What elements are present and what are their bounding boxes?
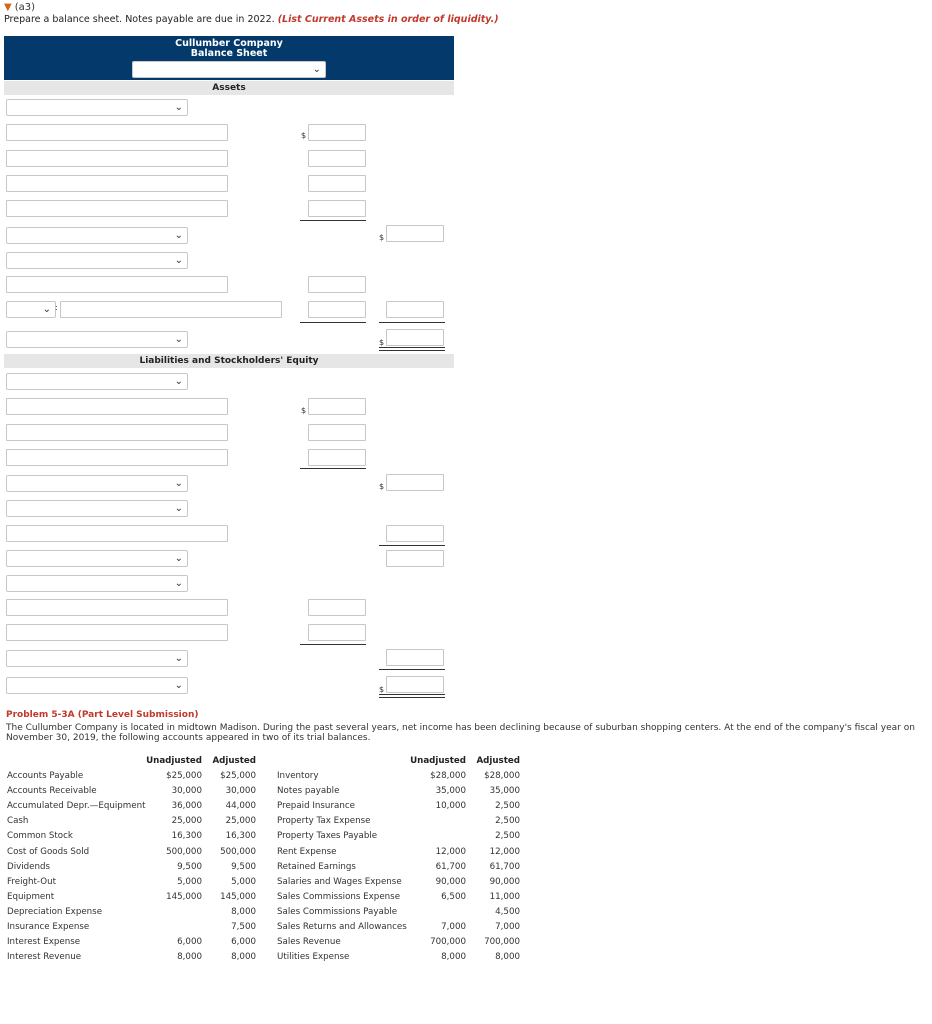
total-liab-equity-input[interactable]	[386, 676, 444, 693]
right-unadjusted-value: 61,700	[435, 862, 466, 872]
instruction-text: Prepare a balance sheet. Notes payable are due in 2022.	[4, 14, 275, 25]
right-account-name: Notes payable	[277, 786, 340, 796]
subtotal-rule	[300, 322, 366, 323]
left-adjusted-value: 16,300	[225, 831, 256, 841]
double-rule	[379, 347, 445, 351]
right-adjusted-value: 8,000	[495, 952, 520, 962]
right-account-name: Salaries and Wages Expense	[277, 877, 402, 887]
left-adjusted-value: 9,500	[231, 862, 256, 872]
left-account-name: Insurance Expense	[7, 922, 90, 932]
left-account-name: Interest Expense	[7, 937, 81, 947]
right-adjusted-value: 2,500	[495, 801, 520, 811]
right-unadjusted-value: 6,500	[441, 892, 466, 902]
assets-heading: Assets	[212, 83, 246, 93]
chevron-down-icon: ⌄	[312, 64, 321, 75]
right-unadjusted-value: 7,000	[441, 922, 466, 932]
double-rule	[379, 694, 445, 698]
left-unadjusted-value: 25,000	[171, 816, 202, 826]
left-unadjusted-value: $25,000	[166, 771, 202, 781]
balance-sheet-header	[4, 36, 454, 80]
asset-total-label-select-1[interactable]	[6, 227, 188, 244]
left-adjusted-value: 8,000	[231, 907, 256, 917]
left-account-name: Depreciation Expense	[7, 907, 103, 917]
asset-category-select-1[interactable]	[6, 99, 188, 116]
left-adjusted-value: 30,000	[225, 786, 256, 796]
left-account-name: Cash	[7, 816, 29, 826]
asset-amount-input-3[interactable]	[308, 175, 366, 192]
left-adjusted-value: 145,000	[220, 892, 256, 902]
equity-category-select[interactable]	[6, 575, 188, 592]
left-adjusted-value: $25,000	[220, 771, 256, 781]
asset-amount-input-2[interactable]	[308, 150, 366, 167]
total-current-liab-select[interactable]	[6, 475, 188, 492]
liabilities-band	[4, 354, 454, 368]
chevron-down-icon: ⌄	[174, 230, 183, 241]
chevron-down-icon: ⌄	[174, 102, 183, 113]
colon-separator: :	[55, 303, 58, 312]
left-account-name: Common Stock	[7, 831, 73, 841]
dollar-sign: $	[379, 685, 385, 694]
left-adjusted-value: 7,500	[231, 922, 256, 932]
right-unadjusted-value: 8,000	[441, 952, 466, 962]
right-account-name: Utilities Expense	[277, 952, 350, 962]
subtotal-rule	[300, 644, 366, 645]
asset-total-input-1[interactable]	[386, 225, 444, 242]
collapse-triangle-icon[interactable]: ▼	[4, 2, 12, 13]
subtotal-rule	[300, 220, 366, 221]
asset-category-select-2[interactable]	[6, 252, 188, 269]
left-unadjusted-value: 5,000	[177, 877, 202, 887]
right-account-name: Retained Earnings	[277, 862, 356, 872]
right-account-name: Sales Commissions Payable	[277, 907, 398, 917]
liab-amount-input-1[interactable]	[308, 398, 366, 415]
right-adjusted-value: 700,000	[484, 937, 520, 947]
total-liab-equity-select[interactable]	[6, 677, 188, 694]
right-unadjusted-value: $28,000	[430, 771, 466, 781]
asset-account-input-4[interactable]	[6, 200, 228, 217]
equity-account-input-1[interactable]	[6, 599, 228, 616]
right-adjusted-value: $28,000	[484, 771, 520, 781]
right-unadjusted-value: 12,000	[435, 847, 466, 857]
left-adjusted-value: 25,000	[225, 816, 256, 826]
right-adjusted-value: 2,500	[495, 831, 520, 841]
chevron-down-icon: ⌄	[174, 578, 183, 589]
right-adjusted-value: 11,000	[489, 892, 520, 902]
left-unadjusted-value: 145,000	[166, 892, 202, 902]
left-adjusted-value: 44,000	[225, 801, 256, 811]
asset-account-input-5[interactable]	[6, 276, 228, 293]
chevron-down-icon: ⌄	[174, 255, 183, 266]
total-liab-select[interactable]	[6, 550, 188, 567]
dollar-sign: $	[379, 233, 385, 242]
chevron-down-icon: ⌄	[174, 653, 183, 664]
subtotal-rule	[300, 468, 366, 469]
left-account-name: Accounts Receivable	[7, 786, 97, 796]
liab-account-input-2[interactable]	[6, 424, 228, 441]
problem-title: Problem 5-3A (Part Level Submission)	[6, 710, 199, 720]
liab-account-input-4[interactable]	[6, 525, 228, 542]
left-account-name: Interest Revenue	[7, 952, 82, 962]
left-account-name: Dividends	[7, 862, 51, 872]
total-current-liab-input[interactable]	[386, 474, 444, 491]
right-adjusted-value: 90,000	[489, 877, 520, 887]
liab-amount-input-3[interactable]	[308, 449, 366, 466]
liab-category-select-1[interactable]	[6, 373, 188, 390]
right-account-name: Sales Commissions Expense	[277, 892, 401, 902]
left-unadjusted-value: 30,000	[171, 786, 202, 796]
left-account-name: Accounts Payable	[7, 771, 84, 781]
subtotal-rule	[379, 545, 445, 546]
chevron-down-icon: ⌄	[174, 478, 183, 489]
liab-account-input-3[interactable]	[6, 449, 228, 466]
right-account-name: Property Taxes Payable	[277, 831, 378, 841]
subtotal-rule	[379, 322, 445, 323]
asset-amount-input-1[interactable]	[308, 124, 366, 141]
left-account-name: Freight-Out	[7, 877, 57, 887]
right-account-name: Sales Revenue	[277, 937, 341, 947]
asset-amount-input-4[interactable]	[308, 200, 366, 217]
less-select[interactable]	[6, 301, 56, 318]
right-account-name: Rent Expense	[277, 847, 337, 857]
left-col-unadjusted-header: Unadjusted	[146, 756, 202, 766]
total-assets-input[interactable]	[386, 329, 444, 346]
left-unadjusted-value: 16,300	[171, 831, 202, 841]
right-account-name: Prepaid Insurance	[277, 801, 355, 811]
company-name: Cullumber Company	[175, 38, 283, 49]
dollar-sign: $	[379, 338, 385, 347]
left-unadjusted-value: 6,000	[177, 937, 202, 947]
right-adjusted-value: 4,500	[495, 907, 520, 917]
left-adjusted-value: 8,000	[231, 952, 256, 962]
asset-account-input-2[interactable]	[6, 150, 228, 167]
asset-amount-input-5[interactable]	[308, 276, 366, 293]
chevron-down-icon: ⌄	[42, 304, 51, 315]
subtotal-rule	[379, 669, 445, 670]
part-label-text: (a3)	[14, 2, 35, 13]
asset-account-input-3[interactable]	[6, 175, 228, 192]
right-account-name: Property Tax Expense	[277, 816, 371, 826]
chevron-down-icon: ⌄	[174, 334, 183, 345]
contra-amount-input[interactable]	[308, 301, 366, 318]
left-unadjusted-value: 500,000	[166, 847, 202, 857]
left-unadjusted-value: 8,000	[177, 952, 202, 962]
right-adjusted-value: 7,000	[495, 922, 520, 932]
left-adjusted-value: 6,000	[231, 937, 256, 947]
part-label[interactable]	[4, 2, 35, 13]
equity-amount-input-2[interactable]	[308, 624, 366, 641]
chevron-down-icon: ⌄	[174, 376, 183, 387]
right-adjusted-value: 35,000	[489, 786, 520, 796]
left-account-name: Accumulated Depr.—Equipment	[7, 801, 146, 811]
total-assets-label-select[interactable]	[6, 331, 188, 348]
sheet-title: Balance Sheet	[190, 48, 268, 59]
contra-account-input[interactable]	[60, 301, 282, 318]
right-unadjusted-value: 90,000	[435, 877, 466, 887]
problem-description: The Cullumber Company is located in midtown Madison. During the past several years, net income has been declining because of suburban shopping centers. At the end of the company's fiscal year on November 30, 2019, the following accounts appeared in two of its trial balances.	[6, 723, 915, 743]
asset-net-input[interactable]	[386, 301, 444, 318]
chevron-down-icon: ⌄	[174, 680, 183, 691]
left-account-name: Equipment	[7, 892, 55, 902]
right-adjusted-value: 2,500	[495, 816, 520, 826]
instruction-highlight: (List Current Assets in order of liquidity.)	[277, 14, 499, 25]
liab-category-select-2[interactable]	[6, 500, 188, 517]
date-select[interactable]	[132, 61, 326, 78]
right-unadjusted-value: 10,000	[435, 801, 466, 811]
right-unadjusted-value: 700,000	[430, 937, 466, 947]
right-adjusted-value: 61,700	[489, 862, 520, 872]
chevron-down-icon: ⌄	[174, 553, 183, 564]
left-adjusted-value: 5,000	[231, 877, 256, 887]
right-adjusted-value: 12,000	[489, 847, 520, 857]
right-col-unadjusted-header: Unadjusted	[410, 756, 466, 766]
instruction	[4, 14, 499, 25]
equity-account-input-2[interactable]	[6, 624, 228, 641]
chevron-down-icon: ⌄	[174, 503, 183, 514]
left-adjusted-value: 500,000	[220, 847, 256, 857]
left-col-adjusted-header: Adjusted	[212, 756, 256, 766]
equity-amount-input-1[interactable]	[308, 599, 366, 616]
left-unadjusted-value: 9,500	[177, 862, 202, 872]
liab-amount-input-4[interactable]	[386, 525, 444, 542]
assets-band	[4, 81, 454, 95]
total-equity-input[interactable]	[386, 649, 444, 666]
liab-account-input-1[interactable]	[6, 398, 228, 415]
total-liab-input[interactable]	[386, 550, 444, 567]
total-equity-select[interactable]	[6, 650, 188, 667]
right-col-adjusted-header: Adjusted	[476, 756, 520, 766]
left-account-name: Cost of Goods Sold	[7, 847, 90, 857]
right-account-name: Inventory	[277, 771, 319, 781]
right-account-name: Sales Returns and Allowances	[277, 922, 407, 932]
left-unadjusted-value: 36,000	[171, 801, 202, 811]
liabilities-heading: Liabilities and Stockholders' Equity	[139, 356, 319, 366]
liab-amount-input-2[interactable]	[308, 424, 366, 441]
asset-account-input-1[interactable]	[6, 124, 228, 141]
dollar-sign: $	[379, 482, 385, 491]
dollar-sign: $	[301, 406, 307, 415]
dollar-sign: $	[301, 131, 307, 140]
right-unadjusted-value: 35,000	[435, 786, 466, 796]
